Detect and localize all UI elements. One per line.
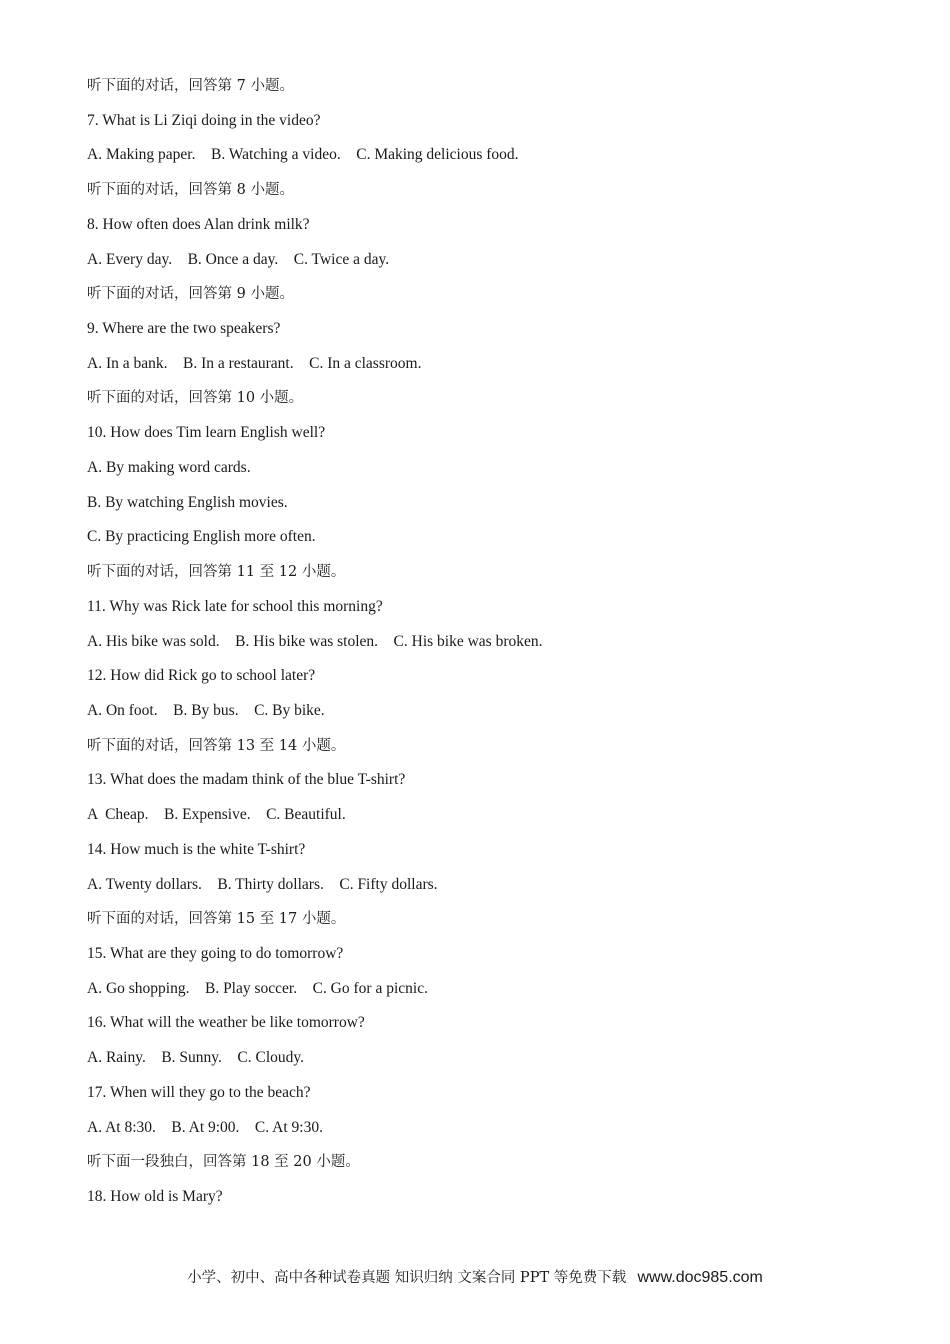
question-11: 11. Why was Rick late for school this morning? — [87, 597, 383, 615]
question-15-options: A. Go shopping. B. Play soccer. C. Go for a picnic. — [87, 979, 428, 997]
question-10-option-c: C. By practicing English more often. — [87, 528, 316, 546]
footer-text: 小学、初中、高中各种试卷真题 知识归纳 文案合同 PPT 等免费下载 — [187, 1270, 627, 1286]
question-10-option-b: B. By watching English movies. — [87, 493, 288, 511]
footer-url[interactable]: www.doc985.com — [637, 1269, 763, 1286]
question-17: 17. When will they go to the beach? — [87, 1083, 311, 1101]
question-9-options: A. In a bank. B. In a restaurant. C. In a classroom. — [87, 354, 422, 372]
question-16: 16. What will the weather be like tomorrow? — [87, 1014, 365, 1032]
question-10-option-a: A. By making word cards. — [87, 458, 251, 476]
section-instruction: 听下面的对话，回答第 15 至 17 小题。 — [87, 911, 346, 928]
question-7-options: A. Making paper. B. Watching a video. C. Making delicious food. — [87, 146, 519, 164]
question-12-options: A. On foot. B. By bus. C. By bike. — [87, 701, 325, 719]
question-10: 10. How does Tim learn English well? — [87, 424, 326, 442]
question-16-options: A. Rainy. B. Sunny. C. Cloudy. — [87, 1049, 305, 1067]
question-7: 7. What is Li Ziqi doing in the video? — [87, 111, 321, 129]
question-12: 12. How did Rick go to school later? — [87, 667, 316, 685]
question-11-options: A. His bike was sold. B. His bike was stolen. C. His bike was broken. — [87, 632, 543, 650]
section-instruction: 听下面的对话，回答第 10 小题。 — [87, 390, 304, 407]
section-instruction: 听下面的对话，回答第 9 小题。 — [87, 286, 294, 303]
question-14: 14. How much is the white T-shirt? — [87, 840, 306, 858]
question-8: 8. How often does Alan drink milk? — [87, 215, 310, 233]
exam-content — [87, 74, 907, 1220]
question-18: 18. How old is Mary? — [87, 1188, 223, 1205]
question-17-options: A. At 8:30. B. At 9:00. C. At 9:30. — [87, 1118, 323, 1136]
page-footer — [0, 1266, 950, 1287]
question-14-options: A. Twenty dollars. B. Thirty dollars. C. Fifty dollars. — [87, 875, 438, 893]
question-13-options: A Cheap. B. Expensive. C. Beautiful. — [87, 806, 346, 824]
question-15: 15. What are they going to do tomorrow? — [87, 944, 344, 962]
section-instruction: 听下面一段独白，回答第 18 至 20 小题。 — [87, 1154, 360, 1171]
section-instruction: 听下面的对话，回答第 11 至 12 小题。 — [87, 564, 346, 581]
question-9: 9. Where are the two speakers? — [87, 320, 281, 338]
section-instruction: 听下面的对话，回答第 8 小题。 — [87, 182, 294, 199]
section-instruction: 听下面的对话，回答第 7 小题。 — [87, 78, 294, 94]
question-13: 13. What does the madam think of the blue T-shirt? — [87, 771, 406, 789]
question-8-options: A. Every day. B. Once a day. C. Twice a day. — [87, 250, 390, 268]
section-instruction: 听下面的对话，回答第 13 至 14 小题。 — [87, 737, 346, 754]
